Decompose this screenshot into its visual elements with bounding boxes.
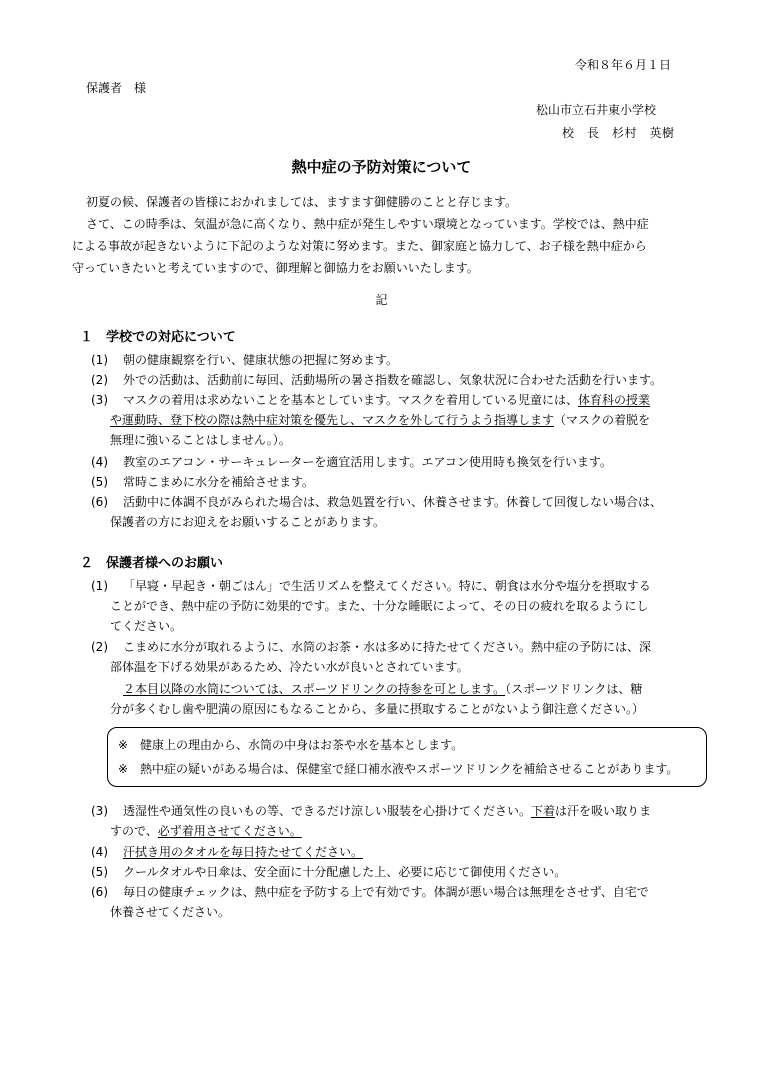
date: 令和８年６月１日 [575, 58, 672, 72]
list-item-continued: 分が多くむし歯や肥満の原因にもなることから、多量に摂取することがないよう御注意ください。） [110, 702, 645, 716]
list-item: 透湿性や通気性の良いもの等、できるだけ涼しい服装を心掛けてください。下着は汗を吸い取りま [123, 804, 652, 818]
document-title: 熱中症の予防対策について [291, 158, 472, 176]
item-number: (4) [91, 455, 108, 469]
item-number: (6) [91, 495, 108, 509]
item-number: (3) [91, 393, 108, 407]
item-number: (1) [91, 353, 108, 367]
list-item-continued: 休養させてください。 [110, 905, 231, 919]
underlined-text: や運動時、登下校の際は熱中症対策を優先し、マスクを外して行うよう指導します [110, 413, 555, 427]
principal-name: 校 長 杉村 英樹 [562, 126, 675, 140]
list-item: マスクの着用は求めないことを基本としています。マスクを着用している児童には、体育科の授業 [123, 393, 651, 407]
section-1-heading: １ 学校での対応について [80, 330, 236, 345]
intro-line-4: 守っていきたいと考えていますので、御理解と御協力をお願いいたします。 [72, 261, 479, 275]
list-item-continued: や運動時、登下校の際は熱中症対策を優先し、マスクを外して行うよう指導します（マスクの着脱を [110, 413, 651, 427]
underlined-text: 必ず着用させてください。 [157, 824, 302, 838]
item-number: (5) [91, 475, 108, 489]
list-item: 毎日の健康チェックは、熱中症を予防する上で有効です。体調が悪い場合は無理をさせず、自宅で [123, 885, 649, 899]
item-number: (4) [91, 845, 108, 859]
list-item-continued: 保護者の方にお迎えをお願いすることがあります。 [110, 515, 386, 529]
underlined-text: 下着 [531, 804, 556, 818]
item-number: (6) [91, 885, 108, 899]
item-number: (2) [91, 640, 108, 654]
list-item: 常時こまめに水分を補給させます。 [123, 475, 315, 489]
list-item: 朝の健康観察を行い、健康状態の把握に努めます。 [123, 353, 399, 367]
item-number: (1) [91, 579, 108, 593]
item-number: (2) [91, 373, 108, 387]
addressee: 保護者 様 [86, 81, 147, 95]
section-2-heading: ２ 保護者様へのお願い [80, 556, 224, 571]
list-item: 外での活動は、活動前に毎回、活動場所の暑さ指数を確認し、気象状況に合わせた活動を行います。 [123, 373, 663, 387]
list-item: 活動中に体調不良がみられた場合は、救急処置を行い、休養させます。休養して回復しない場合は、 [123, 495, 663, 509]
list-item-continued: ことができ、熱中症の予防に効果的です。また、十分な睡眠によって、その日の疲れを取るようにし [110, 599, 649, 613]
list-item: こまめに水分が取れるように、水筒のお茶・水は多めに持たせてください。熱中症の予防には、深 [123, 640, 652, 654]
list-item-continued: てください。 [110, 619, 183, 633]
list-item-continued: 無理に強いることはしません。）。 [110, 433, 291, 447]
list-item: 教室のエアコン・サーキュレーターを適宜活用します。エアコン使用時も換気を行います。 [123, 455, 612, 469]
ki-marker: 記 [375, 293, 388, 307]
intro-line-3: による事故が起きないように下記のような対策に努めます。また、御家庭と協力して、お子様を熱中症から [72, 239, 647, 253]
list-item: クールタオルや日傘は、安全面に十分配慮した上、必要に応じて御使用ください。 [123, 865, 567, 879]
list-item [123, 846, 363, 858]
list-item-continued: すので、必ず着用させてください。 [110, 824, 302, 838]
underlined-text: 体育科の授業 [578, 393, 651, 407]
list-item-continued: 部体温を下げる効果があるため、冷たい水が良いとされています。 [110, 660, 469, 674]
list-item: 「早寝・早起き・朝ごはん」で生活リズムを整えてください。特に、朝食は水分や塩分を摂取する [123, 579, 651, 593]
intro-line-1: 初夏の候、保護者の皆様におかれましては、ますます御健勝のことと存じます。 [86, 195, 518, 209]
notice-line-2: ※ 熱中症の疑いがある場合は、保健室で経口補水液やスポーツドリンクを補給させることがあります。 [118, 762, 679, 776]
item-number: (3) [91, 804, 108, 818]
notice-box [107, 727, 707, 787]
school-name: 松山市立石井東小学校 [536, 103, 657, 117]
notice-line-1: ※ 健康上の理由から、水筒の中身はお茶や水を基本とします。 [118, 738, 464, 752]
item-number: (5) [91, 865, 108, 879]
intro-line-2: さて、この時季は、気温が急に高くなり、熱中症が発生しやすい環境となっています。学校では、熱中症 [86, 217, 649, 231]
list-item-continued: ２本目以降の水筒については、スポーツドリンクの持参を可とします。（スポーツドリンクは、糖 [123, 682, 643, 696]
underlined-text: ２本目以降の水筒については、スポーツドリンクの持参を可とします。 [123, 682, 506, 696]
underlined-text: 汗拭き用のタオルを毎日持たせてください。 [123, 845, 364, 859]
